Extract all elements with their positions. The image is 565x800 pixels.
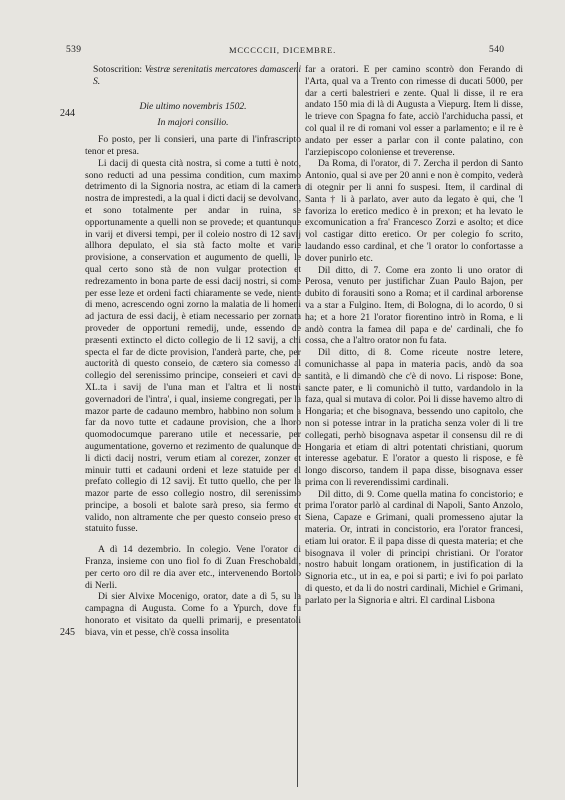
page-number-right: 540	[489, 45, 505, 55]
paragraph: Dil ditto, di 7. Come era zonto li uno orator di Perosa, venuto per justifichar Zuan Paulo Bajon, per dubito di forausiti sono a Roma; et il cardinal arborense va a star a Fulgino. Item, di Bologna, di lo acordo, 0 si ha; et a hore 21 l'orator fiorentino intrò in Roma, e li andò contra la famea dil papa e de' cardinali, che fo cossa, che a l'altro orator non fu fata.	[305, 264, 523, 347]
signature-line: Sotoscrition: Vestræ serenitatis mercatores damasceni S.	[93, 64, 301, 87]
page-number-left: 539	[66, 45, 82, 55]
paragraph: far a oratori. E per camino scontrò don Ferando di l'Arta, qual va a Trento con rimesse di ducati 5000, per dar a certi balestrieri e zente. Qual li disse, il re era andato 150 mia di là di Augusta a Viepurg. Item li disse, le trieve con Spagna fo fate, acciò l'archiducha passi, et col qual il re di romani vol esser a parlamento; e il re è andato per esser a parlar con il conte palatino, con l'arziepiscopo coloniense et treverense.	[305, 64, 523, 158]
running-title: MCCCCCII, DICEMBRE.	[228, 45, 337, 55]
right-column	[305, 64, 523, 607]
heading-244: In majori consilio.	[157, 117, 229, 129]
paragraph: Da Roma, di l'orator, di 7. Zercha il perdon di Santo Antonio, qual si ave per 20 anni e non è compito, vederà di otegnir per li anni fo suspesi. Item, il cardinal di Santa † li à parlato, aver auto da legato è qui, che 'l favoriza lo eretico medico è in prexon; et ha levato le excomunication a fra' Francesco Zorzi e asolto; et dice vol castigar ditto eretico. Or per colegio fo scrito, laudando esso cardinal, et che 'l orator lo confortasse a dover punirlo etc.	[305, 158, 523, 264]
paragraph: Di sier Alvixe Mocenigo, orator, date a dì 5, su la campagna di Augusta. Come fo a Ypurch, dove fu honorato et visitato da quelli primarij, e presentatoli biava, vin et pesse, ch'è cossa insolita	[85, 591, 301, 638]
signature-italic: Vestræ serenitatis mercatores damasceni S.	[93, 64, 301, 87]
date-244: Die ultimo novembris 1502.	[139, 100, 247, 112]
paragraph: Fo posto, per li consieri, una parte di l'infrascripto tenor et presa.	[85, 134, 301, 157]
margin-number-244: 244	[60, 108, 75, 119]
paragraph: Dil ditto, di 9. Come quella matina fo concistorio; e prima l'orator parlò al cardinal di Napoli, Santo Anzolo, Siena, Capaze e Grimani, quali promesseno ajutar la materia. Or, intrati in concistorio, era l'orator francesi, etiam lui orator. E il papa disse di questa materia; et che bisognava il voler di principi christiani. Or l'orator nostro habuit longam orationem, in justification di la Signoria etc., ut in ea, e poi si partì; e ivi fo poi parlato di questo, et da li do nostri cardinali, Michiel e Grimani, parlato per la Signoria e altri. El cardinal Lisbona	[305, 488, 523, 606]
paragraph: Dil ditto, di 8. Come riceute nostre letere, comunichasse al papa in materia pacis, andò da soa santità, e li dimandò che c'è di novo. Li rispose: Bone, sancte pater, e li comunichò il tutto, vardandolo in la faza, qual si mutava di color. Poi li disse havemo altro di Hongaria; et che bisognava, bessendo uno capitolo, che non si potesse intrar in la praticha senza voler di li tre collegati, perhò bisognava aspetar il consensu dil re di Hongaria et etiam di altri potentati christiani, quorum interesse agebatur. E l'orator a questo li rispose, e fè longo discorso, tandem il papa disse, bisognava esser prima con li reverendissimi cardinali.	[305, 347, 523, 488]
paragraph: A dì 14 dezembrio. In colegio. Vene l'orator di Franza, insieme con uno fiol fo di Zuan Freschobaldi, per certo oro dil re dia aver etc., intervenendo Bortolo di Nerli.	[85, 544, 301, 591]
paragraph: Li dacij di questa cità nostra, si come a tutti è noto, sono reducti ad una pessima condition, cum maximo detrimento di la Signoria nostra, ac etiam di la camera nostra de imprestedi, a la qual i dicti dacij se devolvano, et sono totalmente per andar in ruina, se opportunamente a quelli non se provede; et quantunque in varij et diversi tempi, per il coleio nostro di 12 savij allhora depulato, el sia stà facto molte et varie provisione, a conservation et augumento de quelli, le qual certo sono stà de non vulgar protection et redrezamento in bona parte de essi dacij nostri, si come per esse leze et ordeni facti chiaramente se vede, niente di meno, acrescendo ogni zorno la malatia de li homeni ad jactura de essi dacij, è etiam necessario per zornata proveder de opportuni remedij, unde, essendo de præsenti extincto el dicto collegio de li 12 savij, a chi specta el far de dicte provision, l'anderà parte, che, per auctorità di questo conseio, de cætero sia comesso al collegio del serenissimo principe, conseieri et cavi de XL.ta i savij de l'una man et l'altra et li nostri governadori de l'intra', i qual, insieme congregati, per la mazor parte de cadauno membro, habbino non solum a far da novo tutte et cadaune provision, che a lhoro quomodocumque parerano utile et necessarie, per augumentatione, governo et rezimento de qualunque de li dicti dacij nostri, verum etiam al corezer, zonzer et minuir tutti et cadauni ordeni et leze statuide per el prefato collegio di 12 savij. Et tutto quello, che per la mazor parte de esso collegio nostro, dil serenissimo principe, a bosoli et balote sarà preso, sia fermo et valido, non altramente che per questo conseio preso et statuito fusse.	[85, 157, 301, 535]
left-column	[85, 64, 301, 639]
margin-number-245: 245	[60, 627, 75, 638]
column-divider	[297, 62, 298, 787]
